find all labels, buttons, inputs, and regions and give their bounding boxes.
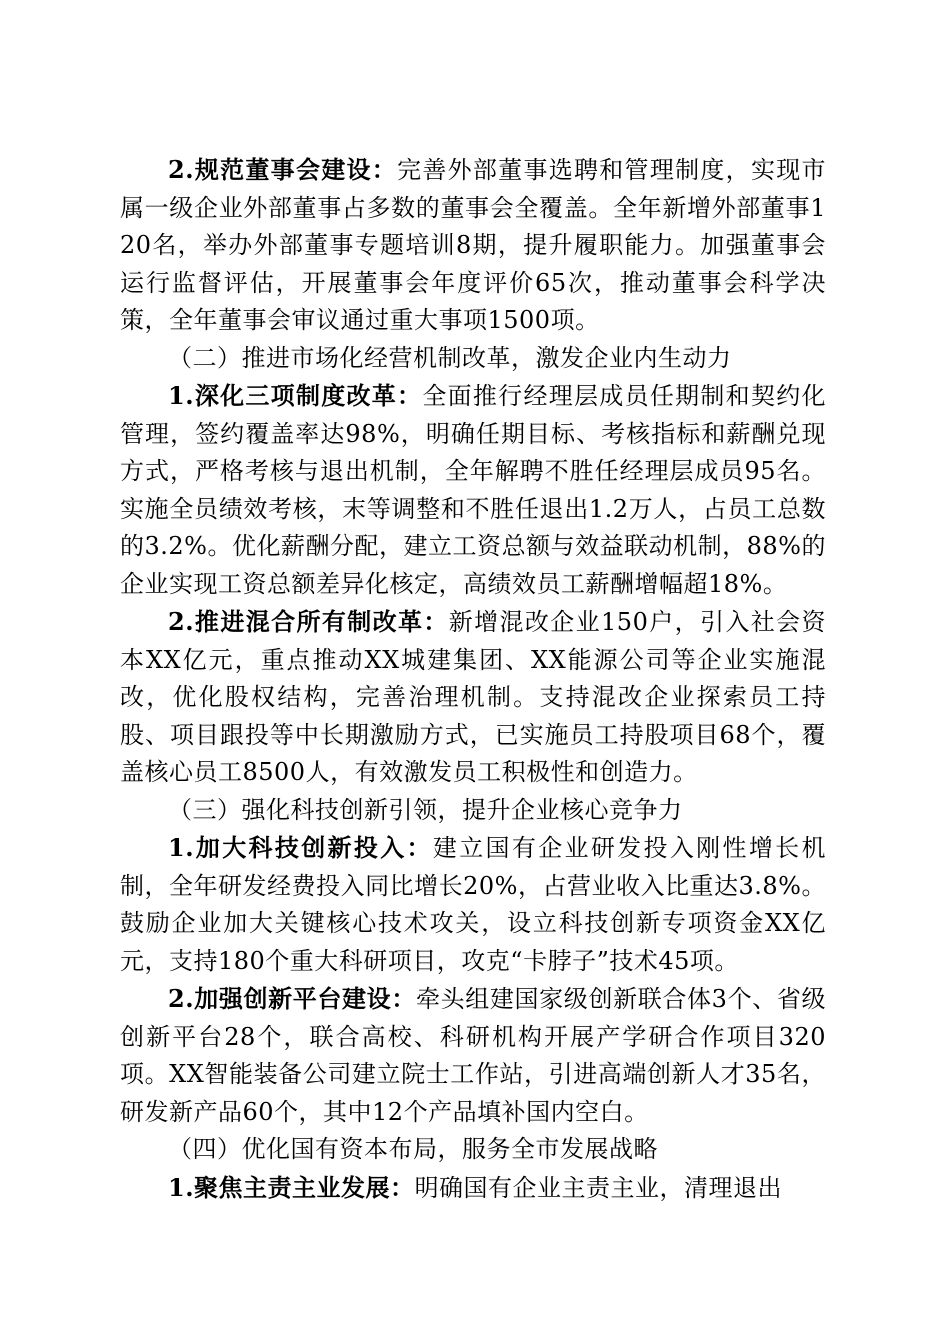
paragraph-title: 1.深化三项制度改革： bbox=[168, 381, 423, 410]
paragraph-text: 牵头组建国家级创新联合体3个、省级创新平台28个，联合高校、科研机构开展产学研合作项目320项。XX智能装备公司建立院士工作站，引进高端创新人才35名，研发新产品60个，其中12个产品填补国内空白。 bbox=[120, 985, 826, 1126]
section-heading-2: （二）推进市场化经营机制改革，激发企业内生动力 bbox=[168, 343, 732, 372]
paragraph-text: 明确国有企业主责主业，清理退出 bbox=[414, 1173, 783, 1202]
paragraph-board-building bbox=[120, 151, 826, 340]
paragraph-text: 完善外部董事选聘和管理制度，实现市属一级企业外部董事占多数的董事会全覆盖。全年新增外部董事120名，举办外部董事专题培训8期，提升履职能力。加强董事会运行监督评估，开展董事会年度评价65次，推动董事会科学决策，全年董事会审议通过重大事项1500项。 bbox=[120, 156, 827, 334]
paragraph-title: 2.推进混合所有制改革： bbox=[168, 607, 449, 636]
document-page bbox=[120, 151, 826, 1207]
section-heading-4: （四）优化国有资本布局，服务全市发展战略 bbox=[168, 1135, 658, 1163]
paragraph-mixed-ownership-reform bbox=[120, 603, 826, 792]
paragraph-title: 2.规范董事会建设： bbox=[168, 155, 398, 184]
paragraph-tech-investment bbox=[120, 829, 826, 980]
paragraph-text: 新增混改企业150户，引入社会资本XX亿元，重点推动XX城建集团、XX能源公司等企业实施混改，优化股权结构，完善治理机制。支持混改企业探索员工持股、项目跟投等中长期激励方式，已实施员工持股项目68个，覆盖核心员工8500人，有效激发员工积极性和创造力。 bbox=[120, 608, 827, 786]
section-heading-3: （三）强化科技创新引领，提升企业核心竞争力 bbox=[168, 795, 683, 824]
paragraph-title: 2.加强创新平台建设： bbox=[168, 984, 416, 1013]
paragraph-title: 1.聚焦主责主业发展： bbox=[168, 1172, 415, 1202]
paragraph-text: 建立国有企业研发投入刚性增长机制，全年研发经费投入同比增长20%，占营业收入比重达3.8%。鼓励企业加大关键核心技术攻关，设立科技创新专项资金XX亿元，支持180个重大科研项目，攻克“卡脖子”技术45项。 bbox=[120, 834, 827, 975]
paragraph-innovation-platform bbox=[120, 980, 826, 1131]
paragraph-title: 1.加大科技创新投入： bbox=[168, 833, 433, 862]
paragraph-core-business bbox=[120, 1169, 826, 1208]
paragraph-text: 全面推行经理层成员任期制和契约化管理，签约覆盖率达98%，明确任期目标、考核指标和薪酬兑现方式，严格考核与退出机制，全年解聘不胜任经理层成员95名。实施全员绩效考核，末等调整和不胜任退出1.2万人，占员工总数的3.2%。优化薪酬分配，建立工资总额与效益联动机制，88%的企业实现工资总额差异化核定，高绩效员工薪酬增幅超18%。 bbox=[120, 382, 827, 598]
paragraph-three-systems-reform bbox=[120, 377, 826, 603]
